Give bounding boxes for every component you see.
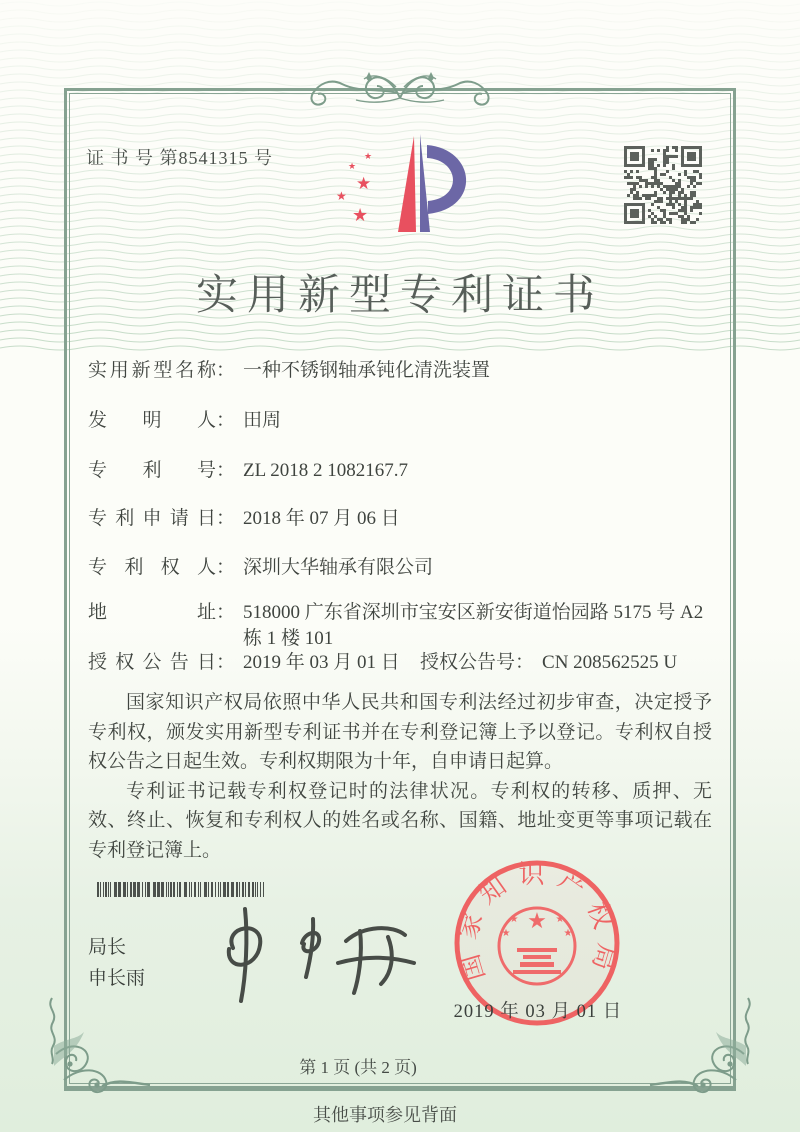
svg-text:★: ★ — [527, 908, 547, 933]
logo-star-icon: ★ — [364, 151, 373, 161]
seal-text: 国家知识产权局 — [452, 860, 622, 985]
logo-star-icon: ★ — [336, 189, 347, 203]
certificate-number: 证 书 号 第8541315 号 — [86, 148, 273, 168]
field-value: CN 208562525 U — [542, 652, 678, 673]
logo-star-icon: ★ — [348, 161, 357, 171]
grant-date-stamp: 2019 年 03 月 01 日 — [453, 1002, 623, 1022]
field-value: 一种不锈钢轴承钝化清洗装置 — [243, 360, 491, 381]
field-label: 授权公告日 — [88, 652, 216, 673]
top-flourish-icon — [278, 62, 522, 118]
svg-text:★: ★ — [555, 914, 565, 925]
field-value: 深圳大华轴承有限公司 — [243, 557, 434, 578]
field-colon: ： — [216, 508, 236, 529]
field-row-inventor — [88, 408, 712, 434]
field-label: 专利号 — [88, 460, 216, 481]
signer-name: 申长雨 — [88, 968, 146, 989]
field-label: 实用新型名称 — [88, 360, 216, 381]
logo-mark — [328, 128, 482, 248]
barcode — [97, 882, 290, 897]
field-label: 发明人 — [88, 410, 216, 431]
field-label: 授权公告号 — [420, 652, 516, 673]
field-colon: ： — [216, 410, 236, 431]
bottom-right-flourish-icon — [648, 996, 758, 1096]
field-colon: ： — [216, 652, 236, 673]
field-colon: ： — [216, 602, 236, 623]
field-value: 田周 — [243, 410, 282, 431]
svg-text:★: ★ — [509, 914, 519, 925]
field-label: 地址 — [88, 602, 216, 623]
svg-text:★: ★ — [501, 928, 511, 939]
field-row-name — [88, 358, 712, 384]
field-label: 专利权人 — [88, 557, 216, 578]
field-value: 2018 年 07 月 06 日 — [243, 508, 400, 529]
legal-paragraph: 专利证书记载专利权登记时的法律状况。专利权的转移、质押、无效、终止、恢复和专利权人的姓名或名称、国籍、地址变更等事项记载在专利登记簿上。 — [88, 780, 712, 861]
bottom-left-flourish-icon — [42, 996, 152, 1096]
legal-paragraph: 国家知识产权局依照中华人民共和国专利法经过初步审查，决定授予专利权，颁发实用新型专利证书并在专利登记簿上予以登记。专利权自授权公告之日起生效。专利权期限为十年，自申请日起算。 — [88, 692, 712, 772]
field-value: 2019 年 03 月 01 日 — [243, 652, 400, 673]
field-row-patentee — [88, 555, 712, 581]
field-row-patent-number — [88, 458, 712, 484]
field-value: 518000 广东省深圳市宝安区新安街道怡园路 5175 号 A2 栋 1 楼 101 — [243, 602, 704, 649]
logo-star-icon: ★ — [352, 205, 369, 225]
page-number: 第 1 页 (共 2 页) — [299, 1058, 417, 1077]
svg-text:★: ★ — [563, 928, 573, 939]
field-row-address — [88, 600, 712, 652]
signer-block — [88, 932, 145, 994]
field-label: 专利申请日 — [88, 508, 216, 529]
signer-title: 局长 — [88, 937, 127, 958]
field-colon: ： — [216, 360, 236, 381]
qr-code — [624, 146, 702, 224]
back-side-note: 其他事项参见背面 — [313, 1105, 457, 1125]
certificate-title: 实用新型专利证书 — [195, 273, 604, 319]
legal-text — [88, 688, 712, 865]
field-colon: ： — [515, 652, 535, 673]
field-colon: ： — [216, 460, 236, 481]
field-row-filing-date — [88, 506, 712, 532]
field-row-grant-date — [88, 650, 418, 676]
handwritten-signature — [188, 903, 433, 1008]
logo-star-icon: ★ — [356, 174, 372, 193]
field-row-grant-number — [420, 650, 677, 676]
field-value: ZL 2018 2 1082167.7 — [243, 460, 409, 481]
field-colon: ： — [216, 557, 236, 578]
cnipa-logo — [328, 128, 482, 248]
